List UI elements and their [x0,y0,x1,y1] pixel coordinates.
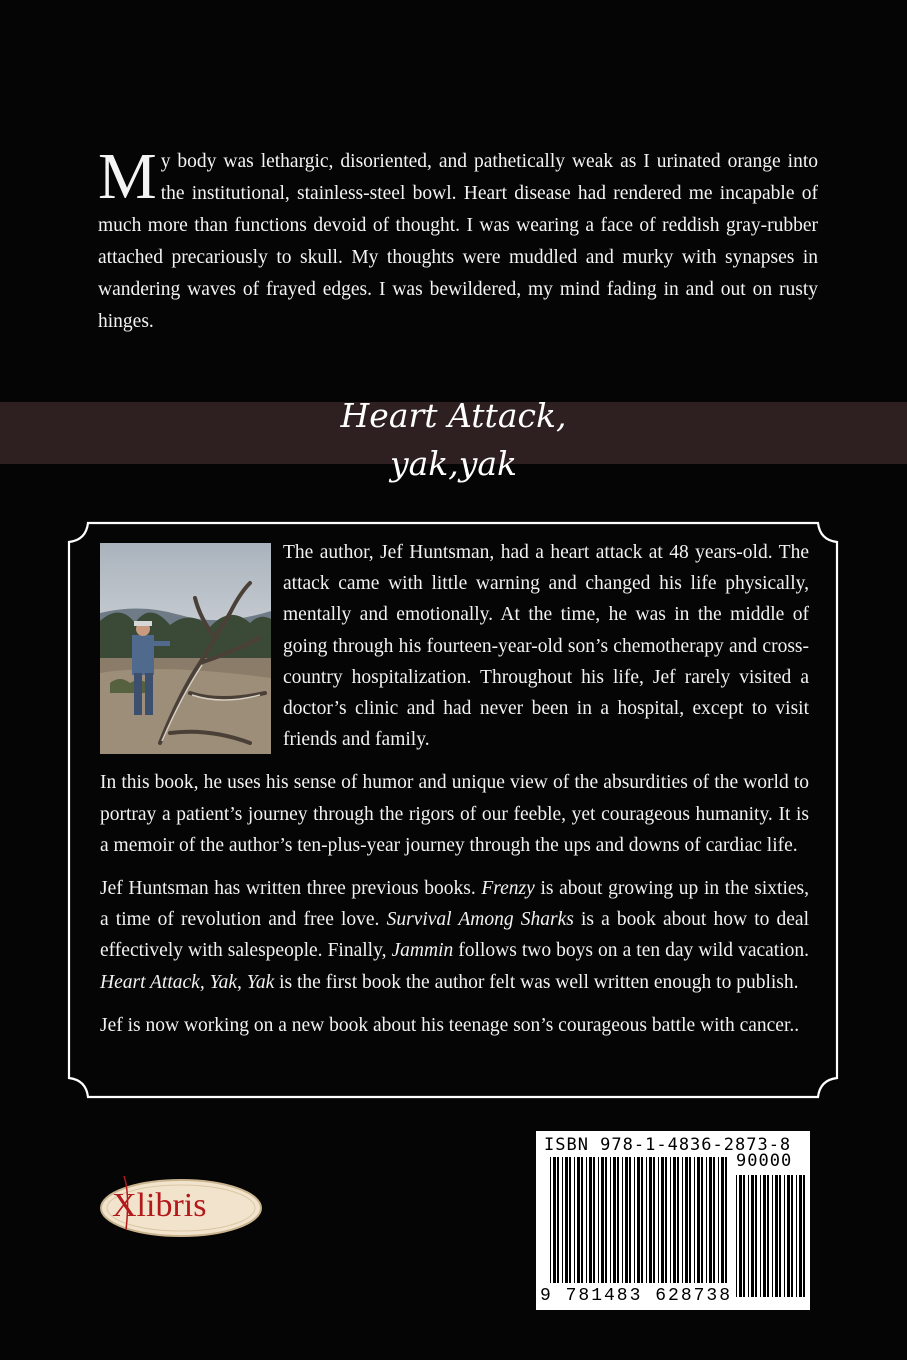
book-title-frenzy: Frenzy [481,878,535,900]
price-addon: 90000 [736,1151,793,1171]
book-title [0,392,907,488]
book-title-heart-attack: Heart Attack, Yak, Yak [100,971,275,993]
publisher-name: Xlibris [112,1187,207,1224]
bio-paragraph-3: Jef Huntsman has written three previous books. Frenzy is about growing up in the sixties, a time of revolution and free love. Survival Among Sharks is a book about how to deal effectively with salespeople. Finally, Jammin follows two boys on a ten day wild vacation. Heart Attack, Yak, Yak is the first book the author felt was well written enough to publish. [100,878,809,993]
bio-paragraph-2: In this book, he uses his sense of humor and unique view of the absurdities of the world to portray a patient’s journey through the rigors of our feeble, yet courageous humanity. It is a memoir of the author’s ten-plus-year journey through the ups and downs of cardiac life. [100,772,809,856]
bio-paragraph-1: The author, Jef Huntsman, had a heart attack at 48 years-old. The attack came with little warning and changed his life physically, mentally and emotionally. At the time, he was in the middle of going through his fourteen-year-old son’s chemotherapy and cross-country hospitalization. Throughout his life, Jef rarely visited a doctor’s clinic and had never been in a hospital, except to visit friends and family. [283,542,809,751]
author-bio [100,537,809,1053]
book-title-survival-among-sharks: Survival Among Sharks [386,909,574,931]
ean-number: 9 781483 628738 [540,1286,733,1306]
intro-text: y body was lethargic, disoriented, and pathetically weak as I urinated orange into the institutional, stainless-steel bowl. Heart disease had rendered me incapable of much more than functions devoid of thought. I was wearing a face of reddish gray-rubber attached precariously to skull. My thoughts were muddled and murky with synapses in wandering waves of frayed edges. I was bewildered, my mind fading in and out on rusty hinges. [98,151,818,332]
book-title-jammin: Jammin [391,940,454,962]
book-title-line-2: yak,yak [389,444,518,483]
book-title-line-1: Heart Attack, [340,396,567,435]
barcode-bars [536,1131,810,1310]
bio-paragraph-4: Jef is now working on a new book about his teenage son’s courageous battle with cancer.. [100,1014,800,1036]
isbn-label: ISBN 978-1-4836-2873-8 [544,1135,792,1155]
isbn-barcode [536,1131,810,1310]
intro-excerpt [98,140,818,338]
drop-cap: M [98,140,157,213]
